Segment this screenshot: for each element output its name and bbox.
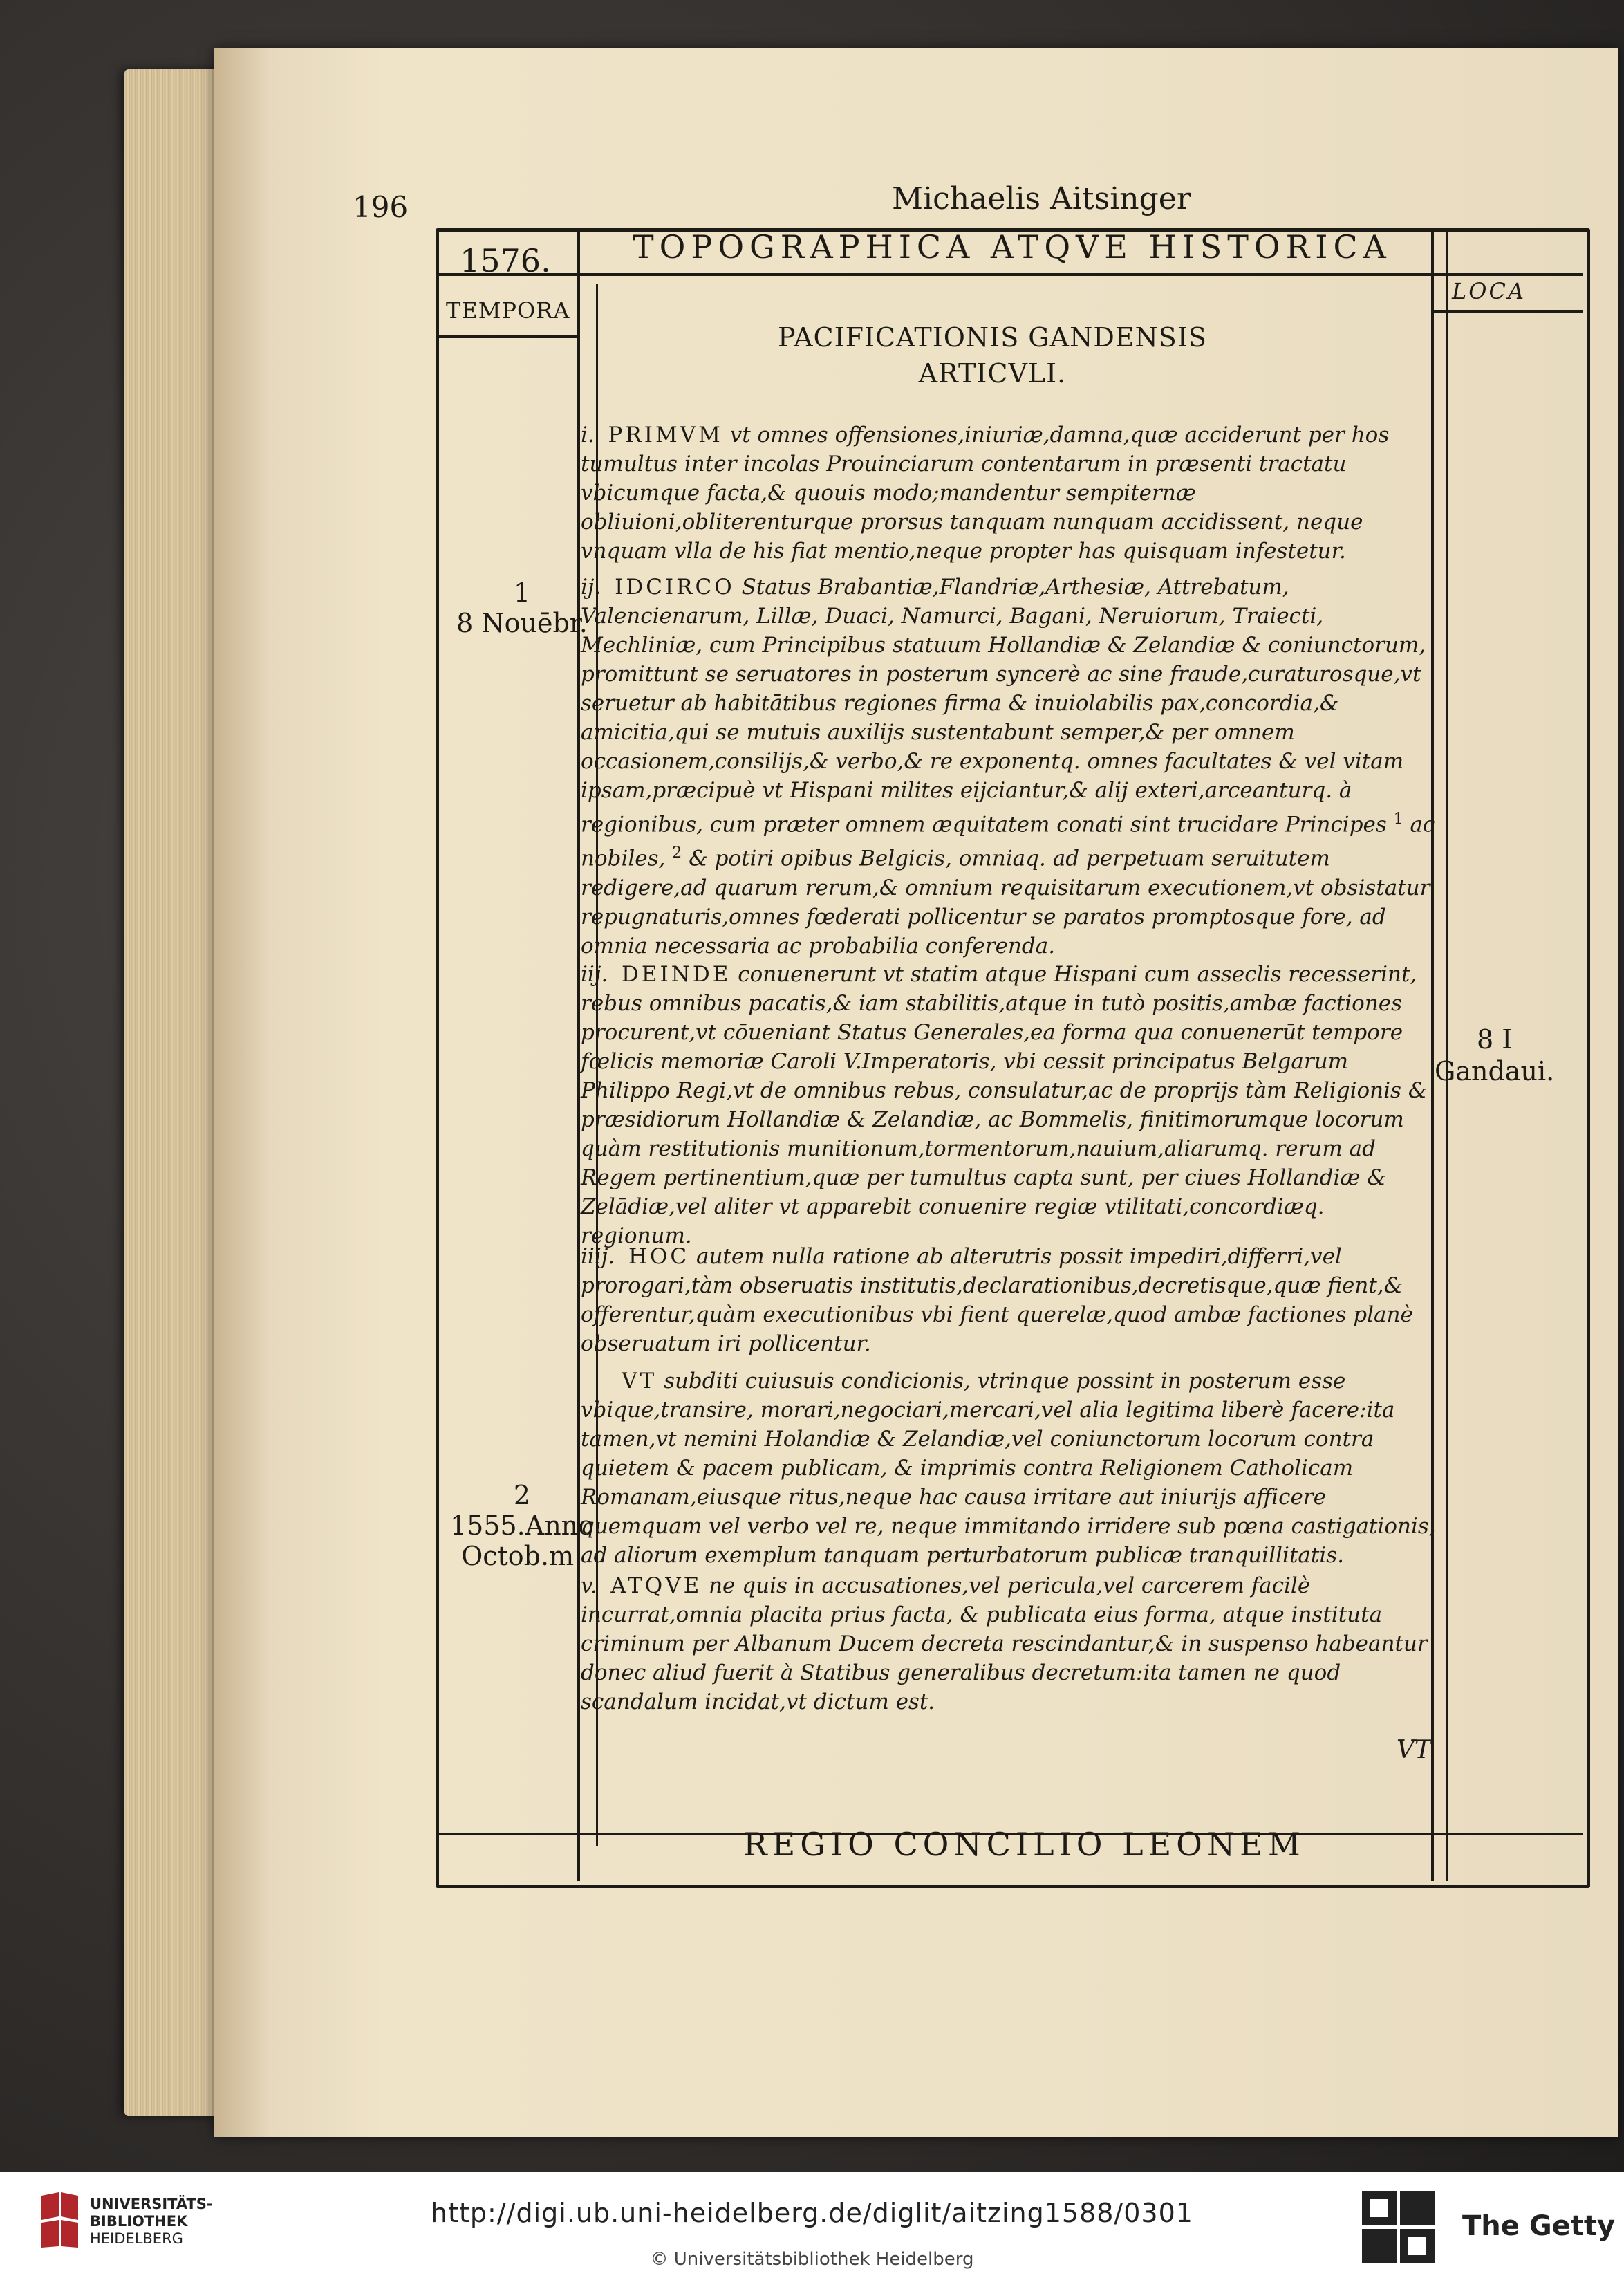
- article-4-continued: [581, 1367, 1438, 1570]
- article-text: subditi cuiusuis condicionis, vtrinque possint in posterum esse vbique,transire, morari,negociari,mercari,vel alia legitima liberè facere:ita tamen,vt nemini Holandiæ & Zelandiæ,vel coniunctorum locorum contra quietem & pacem publicam, & imprimis contra Religionem Catholicam Romanam,eiusque ritus,neque hac causa irritare aut iniurijs afficere quemquam vel verbo vel re, neque immitando irridere sub pœna castigationis, ad aliorum exemplum tanquam perturbatorum publicæ tranquillitatis.: [581, 1369, 1436, 1568]
- getty-name: The Getty: [1462, 2210, 1616, 2242]
- article-text: Status Brabantiæ,Flandriæ,Arthesiæ, Attrebatum, Valencienarum, Lillæ, Duaci, Namurci, Bagani, Neruiorum, Traiecti, Mechliniæ, cum Principibus statuum Hollandiæ & Zelandiæ & coniunctorum, promittunt se seruatores in posterum syncerè ac sine fraude,curaturosque,vt seruetur ab habitātibus regiones firma & inuiolabilis pax,concordia,& amicitia,qui se mutuis auxilijs sustentabunt semper,& per omnem occasionem,consilijs,& verbo,& re exponentq. omnes facultates & vel vitam ipsam,præcipuè vt Hispani milites eijciantur,& alij exteri,arceanturq. à regionibus, cum præter omnem æquitatem conati sint trucidare Principes: [581, 575, 1426, 837]
- article-text: autem nulla ratione ab alterutris possit impediri,differri,vel prorogari,tàm obseruatis institutis,declarationibus,decretisque,quæ fient,& offerentur,quàm executionibus vbi fient querelæ,quod ambæ factiones planè obseruatum iri pollicentur.: [581, 1244, 1413, 1356]
- date-note-number: 1: [513, 577, 531, 608]
- catchword: VT: [1397, 1736, 1432, 1764]
- article-text: ne quis in accusationes,vel pericula,vel carcerem facilè incurrat,omnia placita prius facta, & publicata eius forma, atque instituta criminum per Albanum Ducem decreta rescindantur,& in suspenso habeantur donec aliud fuerit à Statibus generalibus decretum:ita tamen ne quod scandalum incidat,vt dictum est.: [581, 1573, 1428, 1714]
- library-name-line1: UNIVERSITÄTS-: [90, 2196, 213, 2212]
- article-1: [581, 420, 1438, 566]
- bottom-caption: REGIO CONCILIO LEONEM: [743, 1826, 1305, 1863]
- loca-label: LOCA: [1452, 278, 1527, 304]
- article-text: conuenerunt vt statim atque Hispani cum asseclis recesserint, rebus omnibus pacatis,& iam stabilitis,atque in tutò positis,ambæ factiones procurent,vt cōueniant Status Generales,ea forma qua conuenerūt tempore fœlicis memoriæ Caroli V.Imperatoris, vbi cessit principatus Belgarum Philippo Regi,vt de omnibus rebus, consulatur,ac de proprijs tàm Religionis & præsidiorum Hollandiæ & Zelandiæ, ac Bommelis, finitimorumque locorum quàm restitutionis munitionum,tormentorum,nauium,aliarumq. rerum ad Regem pertinentium,quæ per tumultus capta sunt, per ciues Hollandiæ & Zelādiæ,vel aliter vt apparebit conuenire regiæ vtilitati,concordiæq. regionum.: [581, 962, 1428, 1248]
- year-label: 1576.: [460, 242, 551, 279]
- article-number: i.: [581, 423, 595, 447]
- article-2: [581, 573, 1438, 961]
- date-note-2: [449, 1480, 595, 1571]
- library-name-line3: HEIDELBERG: [90, 2230, 183, 2247]
- date-note-line2: Octob.m:: [461, 1541, 583, 1571]
- loca-rule: [1434, 310, 1583, 313]
- article-lead: ATQVE: [610, 1573, 702, 1598]
- header-rule: [439, 273, 1583, 276]
- article-4: [581, 1242, 1438, 1358]
- article-lead: DEINDE: [622, 962, 731, 987]
- article-lead: PRIMVM: [608, 423, 723, 447]
- place-note-name: Gandaui.: [1435, 1056, 1555, 1086]
- article-lead: IDCIRCO: [615, 575, 735, 600]
- running-head: Michaelis Aitsinger: [892, 181, 1191, 216]
- footnote-marker: 1: [1393, 811, 1403, 828]
- permalink-url[interactable]: http://digi.ub.uni-heidelberg.de/diglit/aitzing1588/0301: [431, 2198, 1193, 2228]
- place-note-number: 8 I: [1476, 1024, 1513, 1055]
- copyright-notice: © Universitätsbibliothek Heidelberg: [650, 2249, 974, 2270]
- article-text: ac nobiles,: [581, 812, 1435, 871]
- getty-logo-icon[interactable]: [1362, 2191, 1435, 2263]
- article-text: vt omnes offensiones,iniuriæ,damna,quæ acciderunt per hos tumultus inter incolas Prouinciarum contentarum in præsenti tractatu vbicumque facta,& quouis modo;mandentur sempiternæ obliuioni,obliterenturque prorsus tanquam nunquam accidissent, neque vnquam vlla de his fiat mentio,neque propter has quisquam infestetur.: [581, 423, 1390, 564]
- tempora-label: TEMPORA: [446, 297, 570, 324]
- article-lead: VT: [622, 1369, 657, 1394]
- article-3: [581, 960, 1438, 1250]
- tempora-rule: [439, 335, 577, 338]
- date-note-number: 2: [513, 1480, 531, 1510]
- section-title: [778, 320, 1207, 391]
- section-title-line1: PACIFICATIONIS GANDENSIS: [778, 322, 1207, 353]
- left-column-rule: [577, 228, 580, 1881]
- article-text: & potiri opibus Belgicis, omniaq. ad perpetuam seruitutem redigere,ad quarum rerum,& omnium requisitarum executionem,vt obsistatur repugnaturis,omnes fœderati pollicentur se paratos promptosque fore, ad omnia necessaria ac probabilia conferenda.: [581, 846, 1430, 959]
- library-name-line2: BIBLIOTHEK: [90, 2213, 188, 2230]
- viewer-footer: [0, 2172, 1624, 2287]
- place-note: [1435, 1024, 1554, 1087]
- page-title: TOPOGRAPHICA ATQVE HISTORICA: [633, 228, 1392, 266]
- date-note-text: 8 Nouēbr.: [456, 608, 588, 638]
- date-note-1: [449, 577, 595, 638]
- article-number: iiij.: [581, 1244, 615, 1269]
- article-5: [581, 1571, 1438, 1716]
- section-title-line2: ARTICVLI.: [918, 358, 1067, 389]
- article-number: ij.: [581, 575, 601, 600]
- article-number: iij.: [581, 962, 608, 987]
- article-number: v.: [581, 1573, 597, 1598]
- date-note-line1: 1555.Anno: [449, 1510, 595, 1541]
- article-lead: HOC: [628, 1244, 690, 1269]
- folio-number: 196: [353, 190, 409, 224]
- footnote-marker: 2: [672, 844, 682, 862]
